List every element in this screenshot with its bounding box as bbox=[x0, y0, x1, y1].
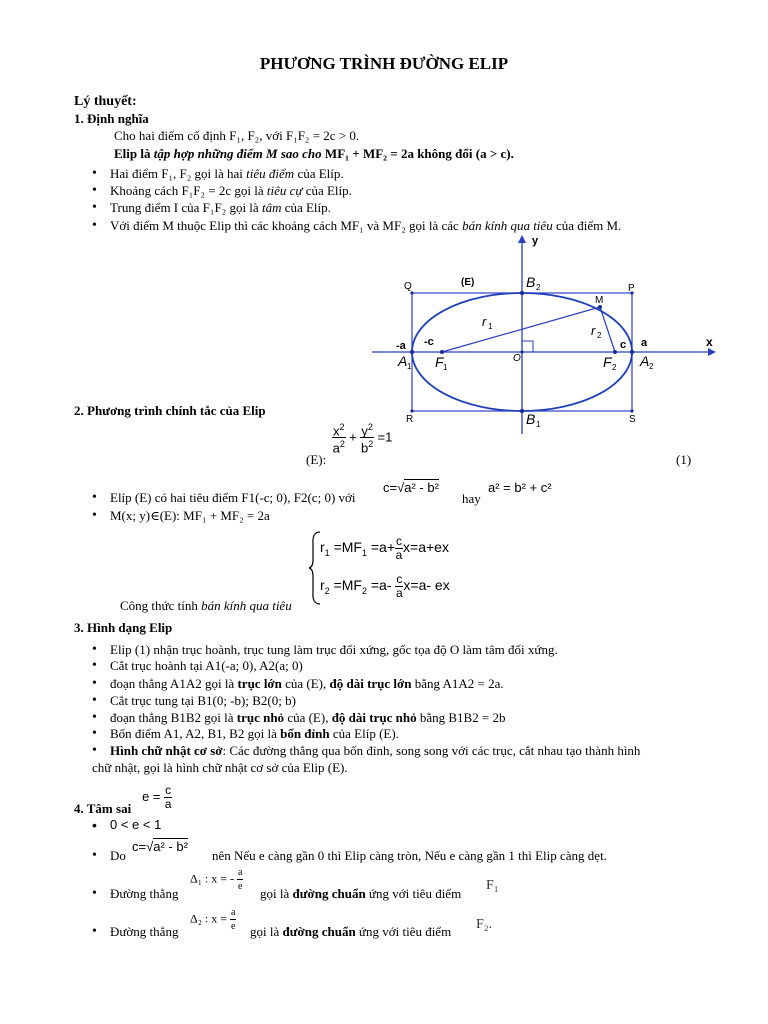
bullet-focal-distance: • Khoảng cách F₁F₂ = 2c gọi là tiêu cự của Elíp. bbox=[110, 183, 352, 199]
label-b1-sub: 1 bbox=[536, 420, 541, 429]
canonical-equation: $\frac{x^2}{a^2}$ + $\frac{y^2}{b^2}$ =1 bbox=[332, 422, 393, 456]
label-a2-sub: 2 bbox=[649, 362, 654, 371]
right-angle-mark bbox=[522, 341, 533, 352]
theory-heading: Lý thuyết: bbox=[74, 94, 137, 109]
bullet-foci-coords: • Elíp (E) có hai tiêu điểm F1(-c; 0), F2(c; 0) với bbox=[110, 490, 356, 506]
c-formula: c=√a² - b² bbox=[383, 480, 439, 495]
shape-line-2: • Cắt trục hoành tại A1(-a; 0), A2(a; 0) bbox=[110, 658, 303, 674]
eccentricity-note: nên Nếu e càng gần 0 thì Elip càng tròn, Nếu e càng gần 1 thì Elip càng dẹt. bbox=[212, 848, 607, 863]
abc-relation: a² = b² + c² bbox=[488, 480, 552, 495]
label-m: M bbox=[595, 295, 604, 306]
label-r2-sub: 2 bbox=[597, 331, 602, 340]
x-axis-arrow bbox=[708, 348, 716, 356]
radius-r2 bbox=[600, 307, 615, 352]
label-neg-a: -a bbox=[396, 340, 406, 352]
label-a1: A bbox=[398, 353, 408, 369]
focal-radius-caption: Công thức tính bán kính qua tiêu bbox=[120, 598, 292, 613]
label-b2-sub: 2 bbox=[536, 283, 541, 292]
bullet-point-on-ellipse: • M(x; y)∈(E): MF₁ + MF₂ = 2a bbox=[110, 508, 270, 524]
page-title: PHƯƠNG TRÌNH ĐƯỜNG ELIP bbox=[259, 54, 509, 73]
c-formula-2: c=√a² - b² bbox=[132, 839, 188, 854]
focal-radius-r2: $r_2 =MF_2 =a-$ $\frac{c}{a}$ x=a- ex bbox=[320, 572, 450, 600]
directrix-1-text: gọi là đường chuẩn ứng với tiêu điểm bbox=[260, 886, 462, 901]
point-a1 bbox=[410, 350, 414, 354]
or-text: hay bbox=[462, 491, 481, 506]
label-a: a bbox=[641, 337, 648, 349]
directrix-1-formula: Δ₁ : x = - $\frac{a}{e}$ bbox=[190, 867, 243, 892]
label-q: Q bbox=[404, 281, 412, 292]
point-b1 bbox=[520, 409, 524, 413]
equation-label: (E): bbox=[306, 452, 327, 467]
point-r bbox=[410, 409, 413, 412]
section-3-heading: 3. Hình dạng Elip bbox=[74, 620, 173, 635]
label-b1: B bbox=[526, 411, 536, 427]
section-4-heading: 4. Tâm sai bbox=[74, 801, 132, 816]
shape-line-4: • Cắt trục tung tại B1(0; -b); B2(0; b) bbox=[110, 693, 296, 709]
shape-line-1: • Elip (1) nhận trục hoành, trục tung làm trục đối xứng, gốc tọa độ O làm tâm đối xứng. bbox=[110, 642, 558, 658]
label-f2-sub: 2 bbox=[612, 363, 617, 372]
focal-radius-r1: $r_1 =MF_1 =a+$ $\frac{c}{a}$ x=a+ex bbox=[320, 534, 449, 562]
label-neg-c: -c bbox=[424, 336, 434, 348]
y-axis-arrow bbox=[518, 235, 526, 243]
label-f2: F bbox=[603, 354, 612, 370]
point-f2 bbox=[613, 350, 617, 354]
shape-line-7: • Hình chữ nhật cơ sở: Các đường thẳng qua bốn đỉnh, song song với các trục, cắt nhau tạo thành hình bbox=[110, 743, 640, 759]
directrix-2-formula: Δ₂ : x = $\frac{a}{e}$ bbox=[190, 907, 236, 932]
shape-line-6: • Bốn điểm A1, A2, B1, B2 gọi là bốn đỉnh của Elíp (E). bbox=[110, 726, 399, 742]
eccentricity-note-do: • Do bbox=[110, 848, 126, 864]
label-x: x bbox=[706, 335, 713, 349]
equation-number: (1) bbox=[676, 452, 692, 467]
label-p: P bbox=[628, 283, 635, 294]
radius-r1 bbox=[442, 307, 600, 352]
definition-line-1: Cho hai điểm cố định F₁, F₂, với F₁F₂ = 2c > 0. bbox=[114, 128, 360, 143]
bullet-foci: • Hai điểm F₁, F₂ gọi là hai tiêu điểm của Elíp. bbox=[110, 166, 344, 182]
section-2-heading: 2. Phương trình chính tắc của Elip bbox=[74, 403, 266, 418]
label-r1-sub: 1 bbox=[488, 322, 493, 331]
directrix-1-focus: F₁ bbox=[486, 878, 499, 893]
point-o bbox=[520, 350, 523, 353]
directrix-2-focus: F₂. bbox=[476, 917, 493, 932]
label-o: O bbox=[513, 353, 521, 364]
point-a2 bbox=[630, 350, 634, 354]
shape-line-3: • đoạn thẳng A1A2 gọi là trục lớn của (E), độ dài trục lớn bằng A1A2 = 2a. bbox=[110, 676, 504, 692]
section-1-heading: 1. Định nghĩa bbox=[74, 111, 149, 126]
bullet-center: • Trung điểm I của F₁F₂ gọi là tâm của Elíp. bbox=[110, 200, 331, 216]
shape-line-7-cont: chữ nhật, gọi là hình chữ nhật cơ sở của Elip (E). bbox=[92, 760, 348, 775]
label-r: R bbox=[406, 414, 414, 425]
directrix-2-text: gọi là đường chuẩn ứng với tiêu điểm bbox=[250, 924, 452, 939]
label-a1-sub: 1 bbox=[407, 362, 412, 371]
eccentricity-range: • 0 < e < 1 bbox=[110, 817, 161, 832]
label-f1: F bbox=[435, 354, 444, 370]
label-y: y bbox=[532, 235, 539, 247]
label-a2: A bbox=[640, 353, 650, 369]
eccentricity-formula: e = $\frac{c}{a}$ bbox=[142, 783, 172, 811]
label-b2: B bbox=[526, 274, 536, 290]
label-c: c bbox=[620, 339, 627, 351]
point-b2 bbox=[520, 291, 524, 295]
definition-line-2: Elip là tập hợp những điểm M sao cho MF₁ + MF₂ = 2a không đổi (a > c). bbox=[114, 146, 514, 161]
directrix-1-lead: • Đường thẳng bbox=[110, 886, 178, 902]
bullet-focal-radius: • Với điểm M thuộc Elip thì các khoảng cách MF₁ và MF₂ gọi là các bán kính qua tiêu của điểm M. bbox=[110, 218, 621, 234]
point-s bbox=[630, 409, 633, 412]
label-r2: r bbox=[591, 323, 596, 338]
label-e: (E) bbox=[461, 277, 475, 288]
directrix-2-lead: • Đường thẳng bbox=[110, 924, 178, 940]
label-r1: r bbox=[482, 314, 487, 329]
ellipse-diagram bbox=[360, 228, 740, 434]
label-f1-sub: 1 bbox=[443, 363, 448, 372]
shape-line-5: • đoạn thẳng B1B2 gọi là trục nhỏ của (E), độ dài trục nhỏ bằng B1B2 = 2b bbox=[110, 710, 506, 726]
label-s: S bbox=[629, 414, 636, 425]
